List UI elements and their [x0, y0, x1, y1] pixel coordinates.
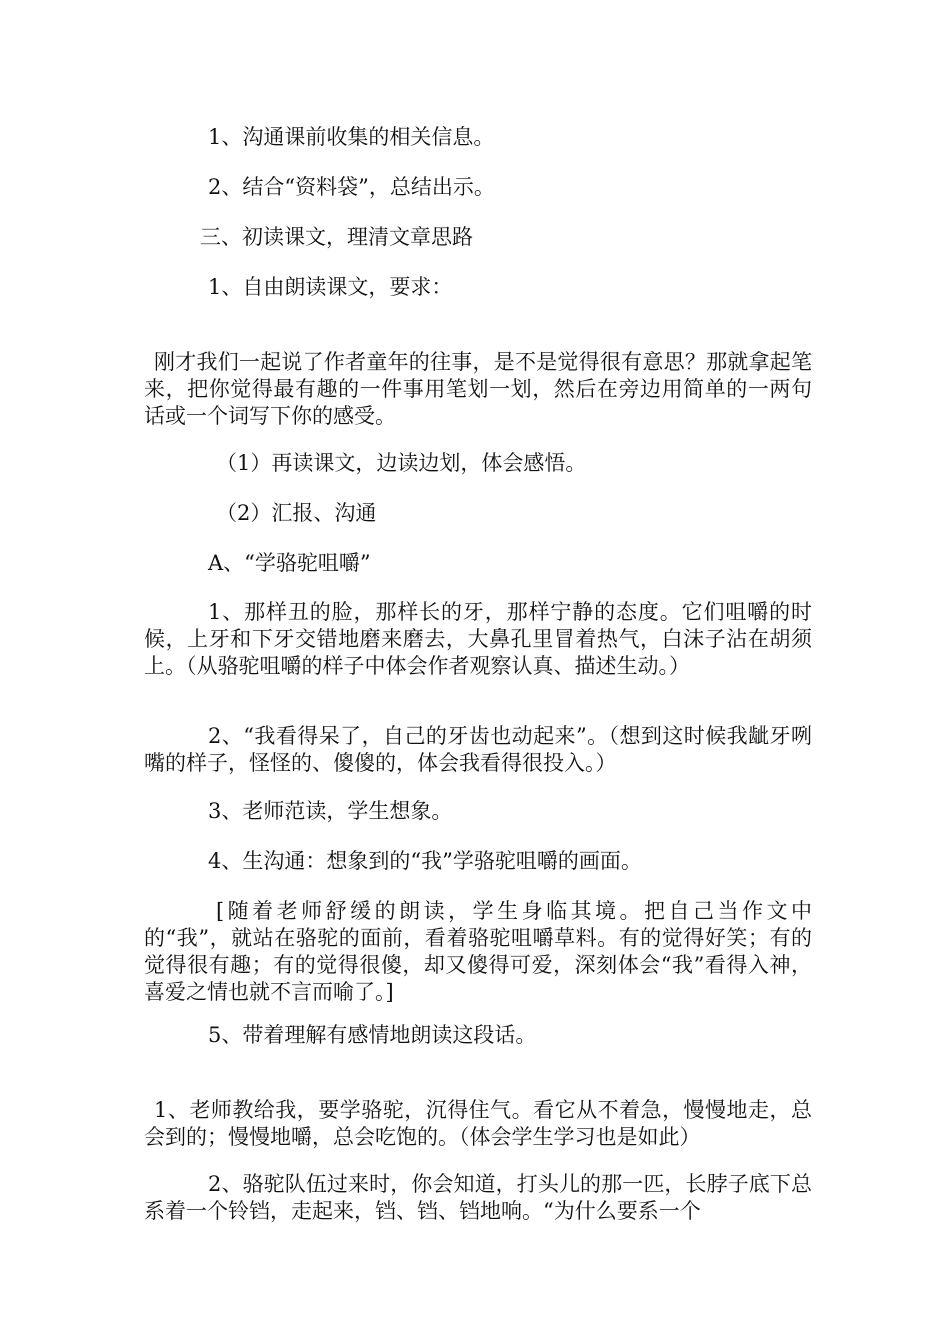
list-item-teacher-reads: 3、老师范读，学生想象。	[208, 799, 453, 823]
list-item-read-with-feeling: 5、带着理解有感情地朗读这段话。	[208, 1023, 537, 1047]
list-item-free-reading: 1、自由朗读课文，要求：	[208, 275, 453, 299]
paragraph-bracket-note: [随着老师舒缓的朗读，学生身临其境。把自己当作文中的“我”，就站在骆驼的面前，看着骆驼咀嚼草料。有的觉得好笑；有的觉得很有趣；有的觉得很傻，却又傻得可爱，深刻体会“我”看得入神，喜爱之情也就不言而喻了。]	[144, 899, 812, 1004]
paragraph-camel-face: 1、那样丑的脸，那样长的牙，那样宁静的态度。它们咀嚼的时候，上牙和下牙交错地磨来磨去，大鼻孔里冒着热气，白沫子沾在胡须上。（从骆驼咀嚼的样子中体会作者观察认真、描述生动。）	[144, 600, 812, 678]
list-item-report: （2）汇报、沟通	[216, 501, 377, 525]
list-item-students-share: 4、生沟通：想象到的“我”学骆驼咀嚼的画面。	[208, 849, 642, 873]
paragraph-teacher-teaches: 1、老师教给我，要学骆驼，沉得住气。看它从不着急，慢慢地走，总会到的；慢慢地嚼，总会吃饱的。（体会学生学习也是如此）	[144, 1098, 812, 1149]
list-item-summary: 2、结合“资料袋”，总结出示。	[208, 175, 495, 199]
paragraph-camel-bell: 2、骆驼队伍过来时，你会知道，打头儿的那一匹，长脖子底下总系着一个铃铛，走起来，铛、铛、铛地响。“为什么要系一个	[144, 1172, 812, 1223]
list-item-reread: （1）再读课文，边读边划，体会感悟。	[216, 451, 587, 475]
paragraph-watching: 2、“我看得呆了，自己的牙齿也动起来”。（想到这时候我龇牙咧嘴的样子，怪怪的、傻傻的，体会我看得很投入。）	[144, 724, 812, 775]
section-heading-first-reading: 三、初读课文，理清文章思路	[200, 225, 473, 249]
list-item-collect-info: 1、沟通课前收集的相关信息。	[208, 125, 495, 149]
subheading-camel-chewing: A、“学骆驼咀嚼”	[208, 551, 371, 575]
paragraph-instruction: 刚才我们一起说了作者童年的往事，是不是觉得很有意思？那就拿起笔来，把你觉得最有趣的一件事用笔划一划，然后在旁边用简单的一两句话或一个词写下你的感受。	[144, 350, 812, 428]
